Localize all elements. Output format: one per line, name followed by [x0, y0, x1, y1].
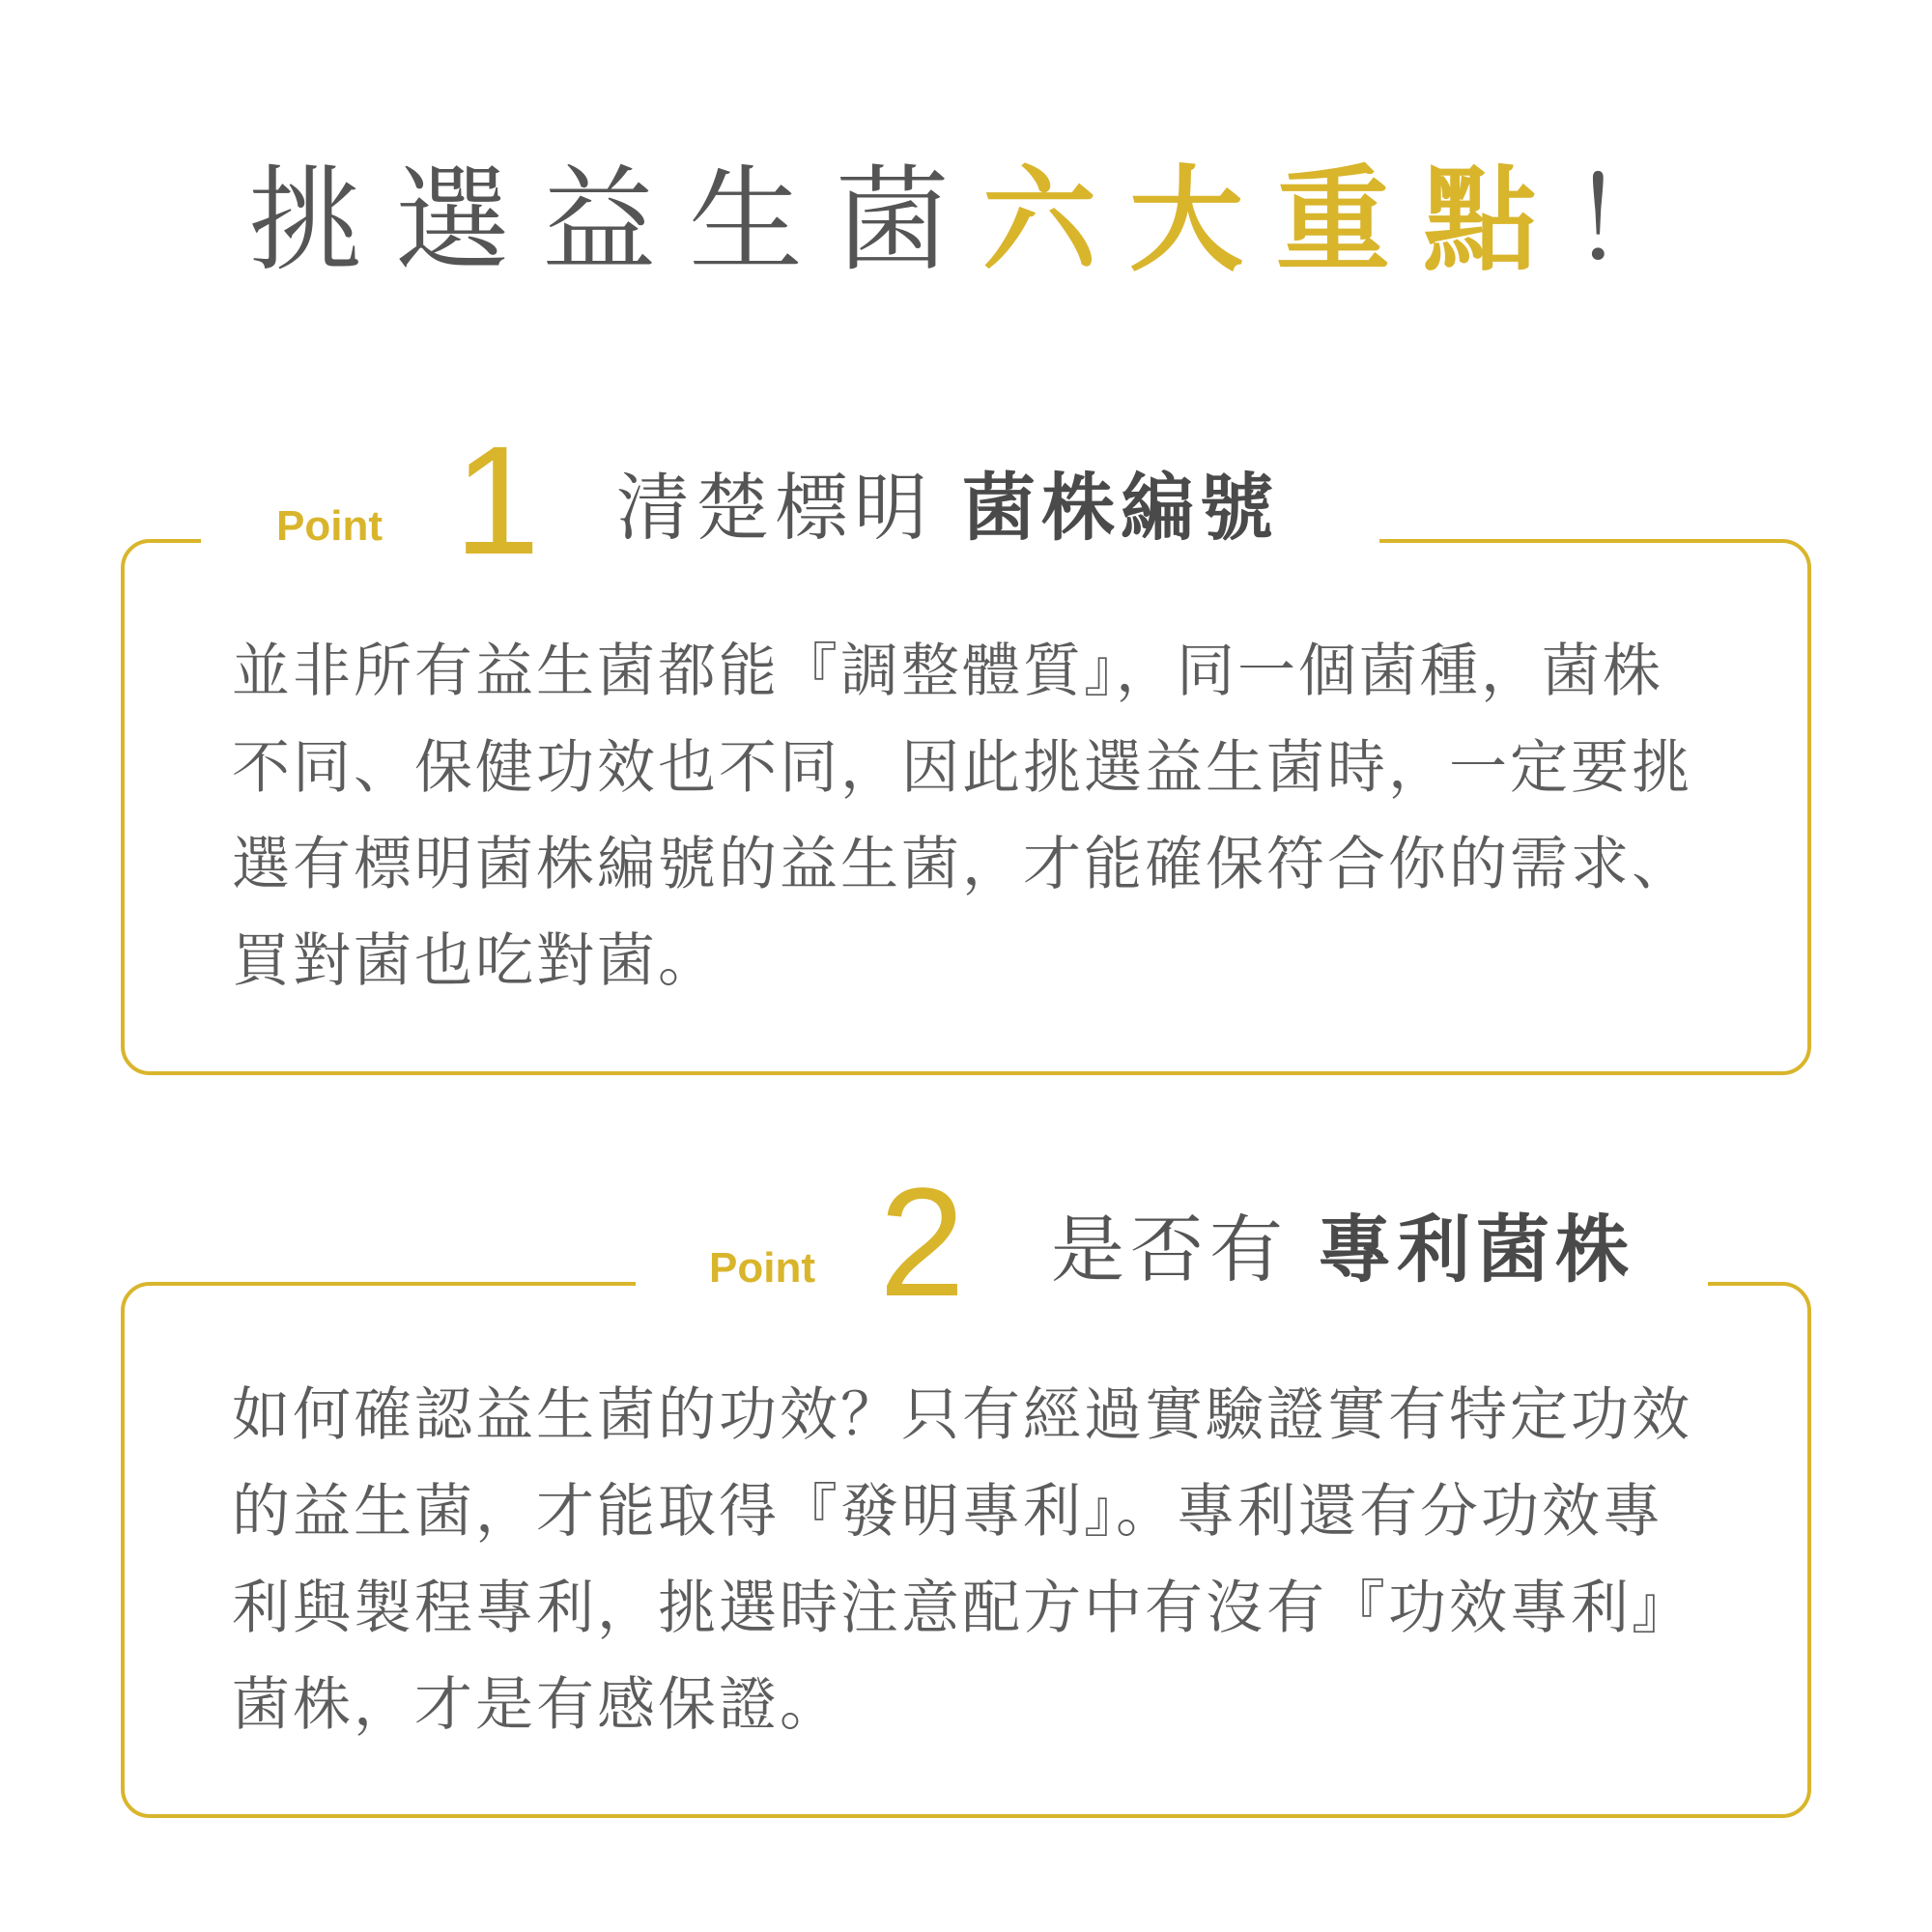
point-2-title-normal: 是否有 [1051, 1207, 1289, 1293]
page-title [0, 153, 1932, 288]
point-2-number: 2 [879, 1155, 965, 1328]
point-1-body [232, 623, 1719, 1009]
point-2-body-line: 利與製程專利，挑選時注意配方中有沒有『功效專利』 [232, 1575, 1692, 1642]
point-1-title-normal: 清楚標明 [616, 465, 933, 551]
point-1-label: Point [276, 502, 383, 550]
point-2-title [1051, 1191, 1634, 1296]
point-1-body-line: 不同、保健功效也不同，因此挑選益生菌時，一定要挑 [232, 734, 1692, 802]
title-accent: 六大重點 [981, 154, 1570, 287]
point-1-title-bold: 菌株編號 [962, 465, 1280, 551]
point-1-body-line: 選有標明菌株編號的益生菌，才能確保符合你的需求、 [232, 831, 1692, 898]
title-normal: 挑選益生菌 [247, 154, 982, 287]
point-2-heading [636, 1148, 1708, 1328]
point-2-title-bold: 專利菌株 [1318, 1207, 1635, 1293]
point-1-number: 1 [454, 413, 540, 586]
point-2-body-line: 菌株，才是有感保證。 [232, 1671, 840, 1739]
point-2-body-line: 如何確認益生菌的功效？只有經過實驗證實有特定功效 [232, 1381, 1692, 1449]
point-1-body-line: 並非所有益生菌都能『調整體質』，同一個菌種，菌株 [232, 638, 1663, 705]
title-exclamation: ！ [1570, 154, 1685, 287]
point-2-label: Point [709, 1244, 815, 1292]
point-1-title [616, 449, 1279, 554]
point-2-body [232, 1367, 1719, 1753]
point-1-heading [201, 406, 1379, 586]
point-1-body-line: 買對菌也吃對菌。 [232, 927, 719, 995]
point-2-body-line: 的益生菌，才能取得『發明專利』。專利還有分功效專 [232, 1478, 1663, 1546]
